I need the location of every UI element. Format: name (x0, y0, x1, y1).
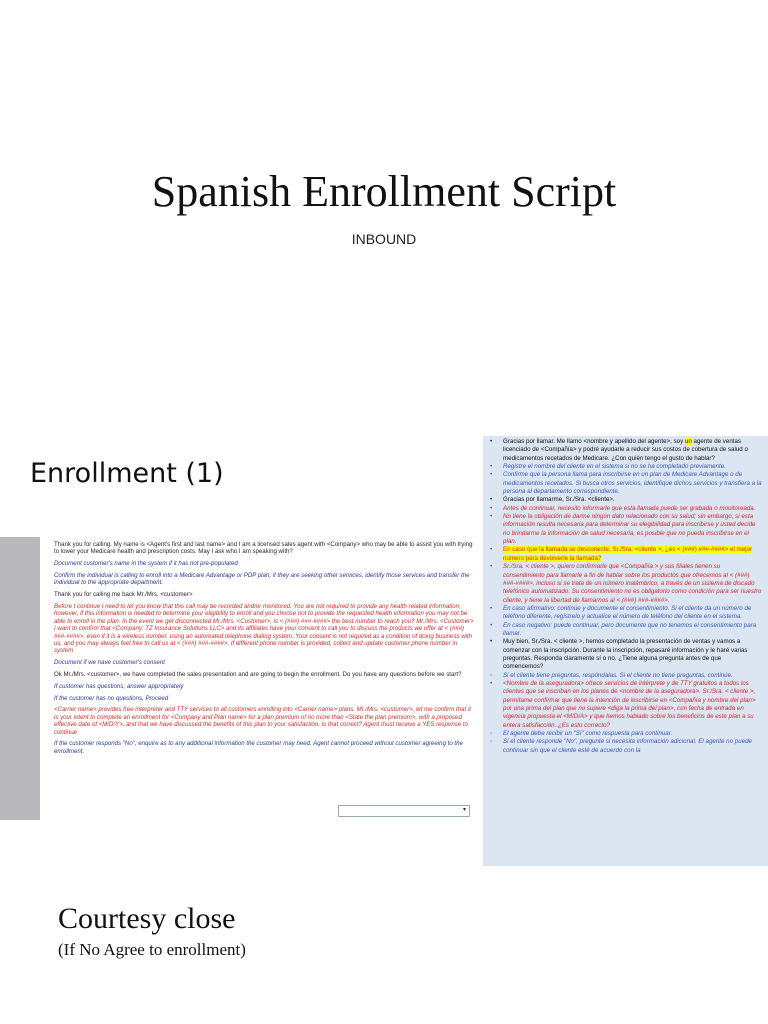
spanish-script-text-part: En caso afirmativo: continúe y documente el consentimiento. Si el cliente da un número de teléfono diferente, regístrelo y actualice el número de teléfono del cliente en el sistema. (503, 604, 752, 621)
spanish-script-item (488, 738, 762, 755)
spanish-script-item (488, 680, 762, 730)
script-dropdown[interactable] (338, 805, 470, 817)
bullet-icon: ◦ (490, 671, 493, 679)
bullet-icon: • (490, 504, 493, 512)
spanish-script-text-part: Gracias por llamarme, Sr./Sra. <cliente>. (503, 496, 615, 504)
spanish-script-item (488, 496, 762, 504)
highlighted-text: un (684, 438, 692, 445)
spanish-script-item (488, 513, 762, 546)
slide-title: Spanish Enrollment Script (151, 167, 617, 216)
spanish-script-text-part: <Nombre de la aseguradora> ofrece servicios de intérprete y de TTY gratuitos a todos los clientes que se inscriban en los planes de <nombre de la aseguradora>. Sr./Sra. < cliente >, permítame confirmar que tiene la intención de inscribirse en <Compañía y nombre del plan> por una prima del plan que no supere <diga la prima del plan>, con fecha de entrada en vigencia propuesta el <M/D/A> y que hemos hablado sobre los beneficios de este plan a su entera satisfacción. ¿Es esto correcto? (503, 679, 756, 729)
chevron-down-icon: ▾ (462, 807, 466, 813)
spanish-script-text-part: agente de ventas licenciado de <Compañía> y podré ayudarle a reducir sus costos de cobertura de salud o medicamentos recetados de Medicare. ¿Con quién tengo el gusto de hablar? (503, 438, 748, 462)
english-script-paragraph: Thank you for calling. My name is <Agent's first and last name> and I am a licensed sales agent with <Company> who may be able to assist you with trying to lower your Medicare health and prescription costs. May I ask who I am speaking with? (54, 541, 473, 556)
slide-subtitle: INBOUND (351, 231, 417, 247)
spanish-script-text-part: Si el cliente responde "No", pregunte si necesita información adicional. El agente no puede continuar sin que el cliente esté de acuerdo con la (503, 738, 752, 754)
spanish-script-text-part: Antes de continuar, necesito informarle que esta llamada puede ser grabada o monitoreada. (503, 504, 756, 512)
english-script-paragraph: Confirm the individual is calling to enroll into a Medicare Advantage or PDP plan, if they are seeking other services, identify those services and transfer the individual to the appropriate department. (54, 572, 470, 587)
english-script-paragraph: Document customer's name in the system if it has not pre-populated (54, 560, 238, 568)
spanish-script-text-part: Muy bien, Sr./Sra. < cliente >, hemos completado la presentación de ventas y vamos a comenzar con la inscripción. Durante la inscripción, repasaré información y le haré varias preguntas. Responda claramente sí o no. ¿Tiene alguna pregunta antes de que comencemos? (503, 638, 748, 671)
bullet-icon: • (490, 463, 493, 471)
spanish-script-item (488, 730, 762, 738)
bullet-icon: • (490, 471, 493, 479)
english-script-paragraph: Before I continue I need to let you know that this call may be recorded and/or monitored. You are not required to provide any health related information; however, if this information is needed to determine your eligibility to enroll and you choose not to provide the requested health information you may not be able to enroll in the plan. In the event we get disconnected Mr./Mrs. <Customer>, is < (###) ###-####> the best number to reach you? Mr./Mrs. <Customer> I want to confirm that <Company: TZ Insurance Solutions LLC> and its affiliates have your consent to call you to discuss the products we offer at < (###) ###-####>, even if it is a wireless number, using an automated telephone dialing system. Your consent is not required as a condition of doing business with us, and you may always feel free to call us at < (###) ###-####>. If different phone number is provided, collect and update customer phone number in system (54, 603, 474, 655)
spanish-script-text-part: Gracias por llamar. Me llamo <nombre y apellido del agente>, soy (503, 438, 685, 445)
spanish-script-text-part: Confirme que la persona llama para inscribirse en un plan de Medicare Advantage o de medicamentos recetados. Si busca otros servicios, identifique dichos servicios y transfiera a la persona al departamento correspondiente. (503, 471, 762, 496)
spanish-script-item (488, 605, 762, 622)
spanish-script-text-part: Si el cliente tiene preguntas, respóndalas. Si el cliente no tiene preguntas, continúe. (503, 671, 733, 679)
bullet-icon: • (490, 638, 493, 646)
bullet-icon: • (490, 513, 493, 521)
spanish-script-text (488, 438, 762, 755)
spanish-script-item (488, 638, 762, 671)
bullet-icon: • (490, 496, 493, 504)
english-script-paragraph: Ok Mr./Mrs. <customer>, we have completed the sales presentation and are going to begin the enrollment. Do you have any questions before we start? (54, 671, 462, 679)
english-script-paragraph: <Carrier name> provides free interpreter and TTY services to all customers enrolling into <Carrier name> plans. Mr./Mrs. <customer>, let me confirm that it is your intent to complete an enrollment for <Company and Plan name> for a plan premium of no more than <State the plan premium>, with a proposed effective date of <M/D/Y>, and that we have discussed the benefits of this plan to your satisfaction. Is that correct? Agent must receive a YES response to continue (54, 706, 471, 736)
highlighted-text: En caso que la llamada se desconecte, Sr./Sra. <cliente >, ¿es < (###) ###-####> el mejor número para devolverle la llamada? (503, 546, 753, 562)
bullet-icon: • (490, 546, 493, 554)
bullet-icon: • (490, 438, 493, 445)
spanish-script-text-part: Registre el nombre del cliente en el sistema si no se ha completado previamente. (503, 463, 726, 471)
left-gray-bar (0, 537, 40, 820)
bullet-icon: • (490, 563, 493, 571)
bullet-icon: • (490, 679, 493, 687)
spanish-script-item (488, 471, 762, 496)
bullet-icon: ◦ (490, 730, 493, 738)
bullet-icon: • (490, 621, 493, 629)
spanish-script-item (488, 563, 762, 605)
spanish-script-text-part: En caso negativo: puede continuar, pero documente que no tenemos el consentimiento para llamar. (503, 621, 757, 637)
english-script-paragraph: If the customer has no questions, Proceed (54, 694, 169, 702)
enrollment-heading: Enrollment (1) (30, 458, 224, 489)
english-script-paragraph: If customer has questions, answer appropriately (54, 682, 184, 690)
english-script-text (54, 541, 476, 760)
courtesy-close-subheading: (If No Agree to enrollment) (58, 940, 246, 959)
spanish-script-item (488, 672, 762, 680)
bullet-icon: ◦ (490, 738, 493, 746)
spanish-script-item (488, 546, 762, 563)
english-script-paragraph: Document if we have customer's consent (54, 659, 165, 667)
spanish-script-item (488, 438, 762, 463)
spanish-script-text-part: No tiene la obligación de darme ningún dato relacionado con su salud; sin embargo, si esta información resulta necesaria para determinar su elegibilidad para inscribirse y usted decide no brindarme la información de salud necesaria, es posible que no pueda inscribirse en el plan. (503, 513, 756, 546)
english-script-paragraph: If the customer responds "No", enquire as to any additional information the customer may need. Agent cannot proceed without customer agreeing to the enrollment. (54, 740, 463, 755)
spanish-script-item (488, 622, 762, 639)
bullet-icon: • (490, 604, 493, 612)
spanish-script-text-part: El agente debe recibir un "Sí" como respuesta para continuar. (503, 730, 673, 738)
english-script-paragraph: Thank you for calling me back Mr./Mrs. <customer> (54, 591, 193, 599)
spanish-script-item (488, 505, 762, 513)
spanish-script-list (488, 438, 762, 755)
spanish-script-item (488, 463, 762, 471)
spanish-script-text-part: Sr./Sra. < cliente >, quiero confirmarle que <Compañía > y sus filiales tienen su consentimiento para llamarle a fin de hablar sobre los productos que ofrecemos al < (###) ###-####>, incluso si se trata de un número inalámbrico, a través de un sistema de discado telefónico automatizado. Su consentimiento no es obligatorio como condición para ser nuestro cliente, y tiene la libertad de llamarnos al < (###) ###-####>. (503, 563, 762, 604)
courtesy-close-heading: Courtesy close (58, 902, 236, 935)
